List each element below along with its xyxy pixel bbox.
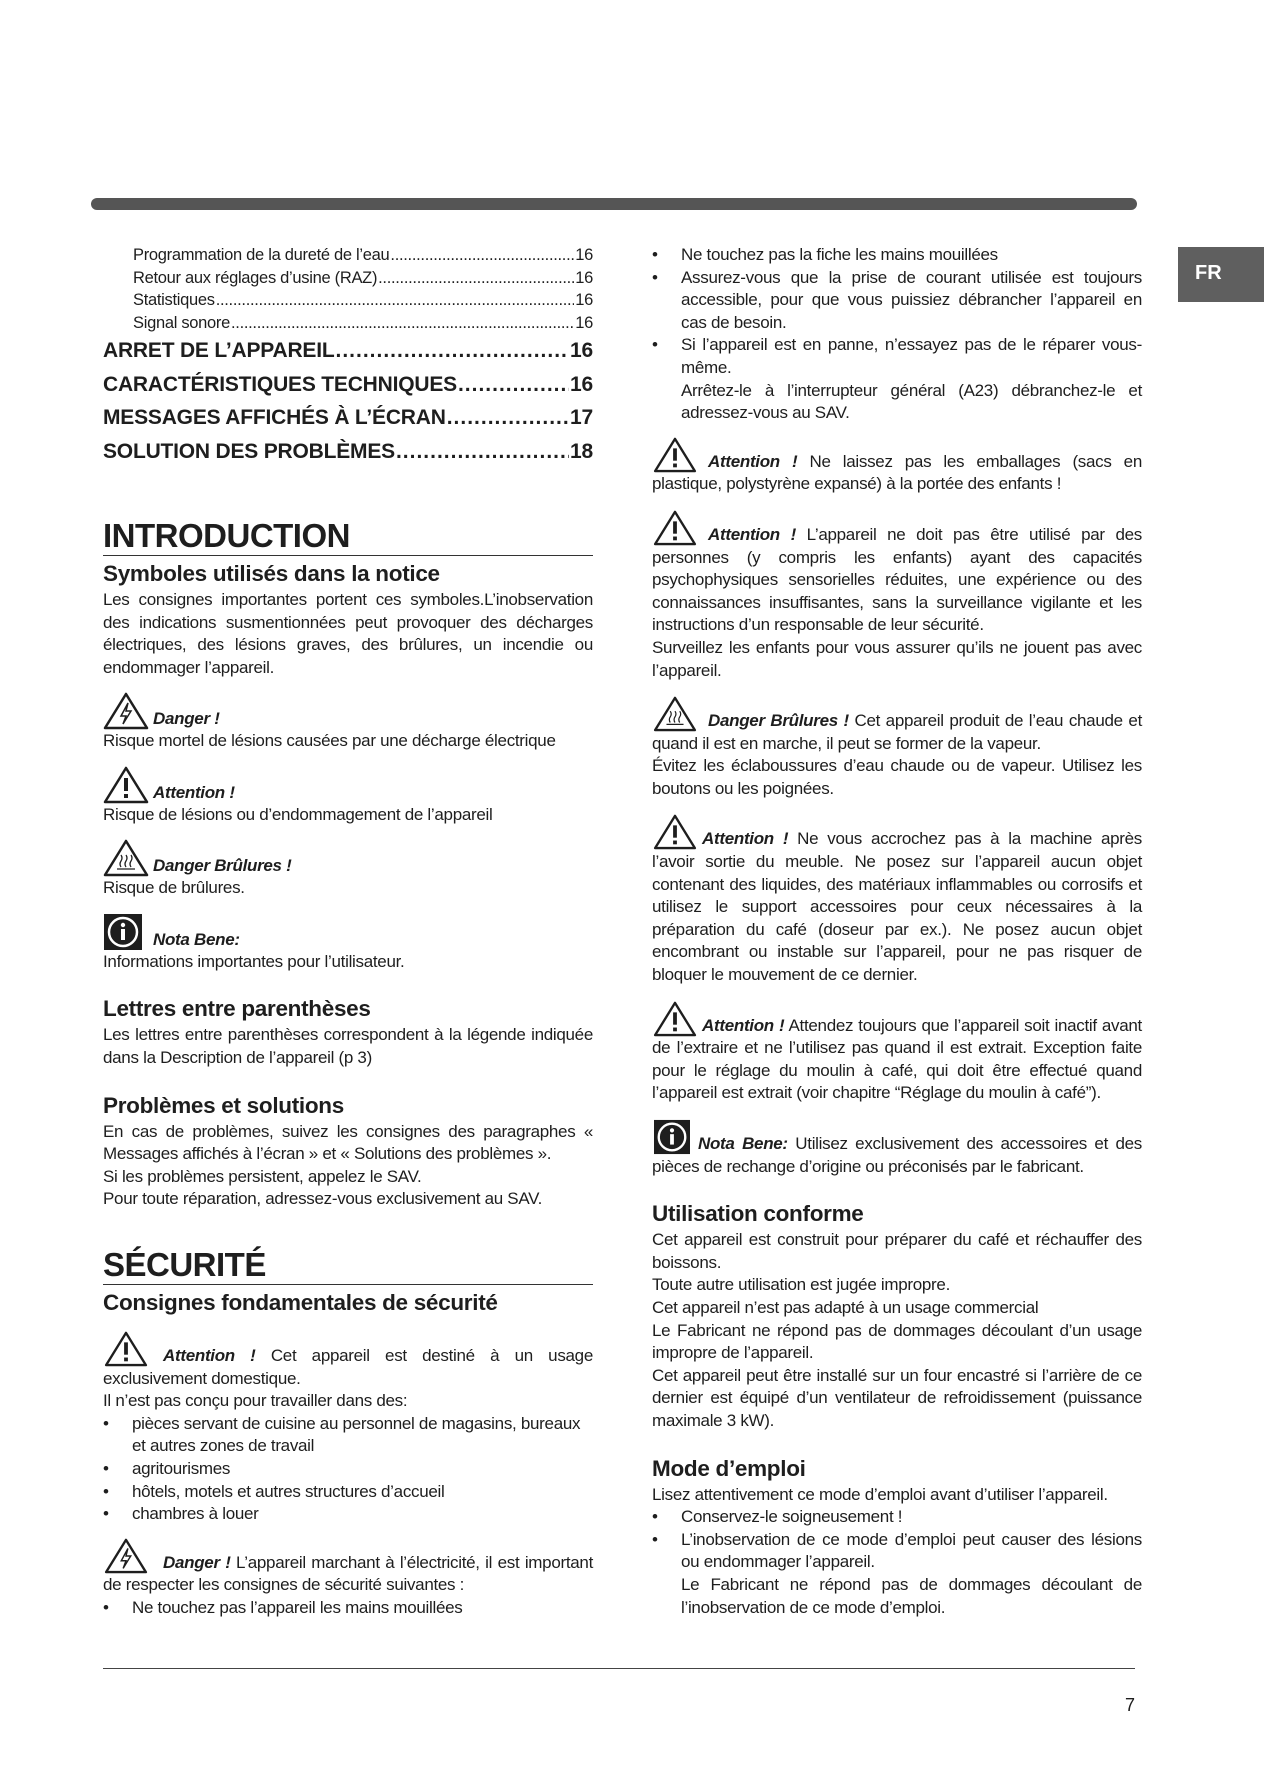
list-item: • Ne touchez pas la fiche les mains mouillées <box>652 244 1142 267</box>
attention-icon <box>652 814 698 850</box>
toc-sub-entry[interactable]: Statistiques ..... 16 <box>103 289 593 312</box>
danger-electric-icon <box>103 1538 149 1574</box>
electric-rules-list-continued <box>652 244 1142 425</box>
warning-danger-electric: Danger ! L’appareil marchant à l’électricité, il est important de respecter les consignes de sécurité suivantes : <box>103 1538 593 1597</box>
symboles-heading: Symboles utilisés dans la notice <box>103 561 440 586</box>
list-item: • L’inobservation de ce mode d’emploi peut causer des lésions ou endommager l’appareil. Le Fabricant ne répond pas de dommages découlant de l’inobservation de ce mode d’emploi. <box>652 1529 1142 1619</box>
utilisation-text: Cet appareil peut être installé sur un four encastré si l’arrière de ce dernier est équipé d’un ventilateur de refroidissement (puissance maximale 3 kW). <box>652 1365 1142 1430</box>
list-item: • Si l’appareil est en panne, n’essayez pas de le réparer vous-même. Arrêtez-le à l’interrupteur général (A23) débranchez-le et adressez-vous au SAV. <box>652 334 1142 424</box>
problemes-heading: Problèmes et solutions <box>103 1092 344 1118</box>
utilisation-heading: Utilisation conforme <box>652 1201 864 1227</box>
consignes-heading: Consignes fondamentales de sécurité <box>103 1289 498 1315</box>
symbol-attention: Attention ! <box>103 766 593 804</box>
info-icon <box>103 913 149 951</box>
attention-icon <box>652 1001 698 1037</box>
symbol-danger-desc: Risque mortel de lésions causées par une décharge électrique <box>103 731 556 751</box>
warning-children: Attention ! L’appareil ne doit pas être utilisé par des personnes (y compris les enfants) ayant des capacités psychophysiques sensorielles réduites, une expérience ou des connaissances insuffisantes, sans la surveillance vigilante et les instructions d’un responsable de leur sécurité. Surveillez les enfants pour vous assurer qu’ils ne jouent pas avec l’appareil. <box>652 510 1142 682</box>
lettres-heading: Lettres entre parenthèses <box>103 996 371 1022</box>
warning-machine: Attention ! Ne vous accrochez pas à la machine après l’avoir sortie du meuble. Ne posez sur l’appareil aucun objet contenant des liquides, des matériaux inflammables ou corrosifs et utilisez le support accessoires pour ceux nécessaires à la préparation du café (doseur par ex.). Ne posez aucun objet encombrant ou instable sur l’appareil, pour ne pas risquer de bloquer le mouvement de ce dernier. <box>652 814 1142 986</box>
warning-burn: Danger Brûlures ! Cet appareil produit de l’eau chaude et quand il est en marche, il peut se former de la vapeur. Évitez les éclaboussures d’eau chaude ou de vapeur. Utilisez les boutons ou les poignées. <box>652 696 1142 800</box>
warning-packaging: Attention ! Ne laissez pas les emballages (sacs en plastique, polystyrène expansé) à la portée des enfants ! <box>652 437 1142 496</box>
symbol-info-desc: Informations importantes pour l’utilisateur. <box>103 951 405 971</box>
note-accessories: Nota Bene: Utilisez exclusivement des accessoires et des pièces de rechange d’origine ou préconisés par le fabricant. <box>652 1119 1142 1178</box>
toc-main-entry[interactable]: ARRET DE L’APPAREIL ..... 16 <box>103 334 593 368</box>
attention-icon <box>103 766 149 804</box>
warning-attention-domestic: Attention ! Cet appareil est destiné à un usage exclusivement domestique. <box>103 1331 593 1390</box>
symbol-info: Nota Bene: <box>103 913 593 951</box>
list-item: • hôtels, motels et autres structures d’accueil <box>103 1481 593 1504</box>
symbol-burn: Danger Brûlures ! <box>103 839 593 877</box>
list-item: • chambres à louer <box>103 1503 593 1526</box>
problemes-text: En cas de problèmes, suivez les consignes des paragraphes « Messages affichés à l’écran » et « Solutions des problèmes ». <box>103 1121 593 1164</box>
attention-icon <box>103 1331 149 1367</box>
danger-electric-icon <box>103 692 149 730</box>
burn-danger-icon <box>103 839 149 877</box>
bottom-rule <box>103 1668 1135 1669</box>
introduction-heading: INTRODUCTION <box>103 518 593 556</box>
top-bar <box>91 198 1137 210</box>
list-item: • Conservez-le soigneusement ! <box>652 1506 1142 1529</box>
lettres-text: Les lettres entre parenthèses correspondent à la légende indiquée dans la Description de l’appareil (p 3) <box>103 1025 593 1067</box>
toc-sub-entry[interactable]: Programmation de la dureté de l’eau ..... 16 <box>103 244 593 267</box>
toc-main-list <box>103 334 593 468</box>
list-item: • Assurez-vous que la prise de courant utilisée est toujours accessible, pour que vous puissiez débrancher l’appareil en cas de besoin. <box>652 267 1142 335</box>
mode-emploi-heading: Mode d’emploi <box>652 1455 806 1481</box>
attention-icon <box>652 437 698 473</box>
not-designed-text: Il n’est pas conçu pour travailler dans des: <box>103 1391 408 1411</box>
utilisation-text: Cet appareil est construit pour préparer du café et réchauffer des boissons. <box>652 1230 1142 1272</box>
attention-icon <box>652 510 698 546</box>
problemes-text-2: Si les problèmes persistent, appelez le SAV. <box>103 1166 422 1186</box>
list-item: • agritourismes <box>103 1458 593 1481</box>
burn-danger-icon <box>652 696 698 732</box>
problemes-text-3: Pour toute réparation, adressez-vous exclusivement au SAV. <box>103 1189 543 1209</box>
page-number: 7 <box>1125 1695 1136 1715</box>
utilisation-text: Toute autre utilisation est jugée impropre. <box>652 1275 950 1295</box>
language-tab: FR <box>1178 247 1264 302</box>
info-icon <box>652 1119 692 1155</box>
toc-main-entry[interactable]: CARACTÉRISTIQUES TECHNIQUES ..... 16 <box>103 368 593 402</box>
mode-emploi-intro: Lisez attentivement ce mode d’emploi avant d’utiliser l’appareil. <box>652 1484 1108 1504</box>
list-item: • pièces servant de cuisine au personnel de magasins, bureaux et autres zones de travail <box>103 1413 593 1458</box>
left-column <box>103 244 593 1619</box>
toc-sub-list <box>103 244 593 334</box>
toc-sub-entry[interactable]: Signal sonore ..... 16 <box>103 312 593 335</box>
mode-emploi-list <box>652 1506 1142 1619</box>
symbol-attention-desc: Risque de lésions ou d’endommagement de l’appareil <box>103 804 493 824</box>
places-list <box>103 1413 593 1526</box>
electric-rules-list <box>103 1597 593 1620</box>
utilisation-text: Cet appareil n’est pas adapté à un usage commercial <box>652 1297 1039 1317</box>
toc-main-entry[interactable]: MESSAGES AFFICHÉS À L’ÉCRAN ..... 17 <box>103 401 593 435</box>
toc-sub-entry[interactable]: Retour aux réglages d’usine (RAZ) ..... 16 <box>103 267 593 290</box>
right-column <box>652 244 1142 1619</box>
symboles-text: Les consignes importantes portent ces symboles.L’inobservation des indications susmentionnées peut provoquer des décharges électriques, des lésions graves, des brûlures, un incendie ou endommager l’appareil. <box>103 590 593 677</box>
symbol-burn-desc: Risque de brûlures. <box>103 878 245 898</box>
warning-extraction: Attention ! Attendez toujours que l’appareil soit inactif avant de l’extraire et ne l’utilisez pas quand il est extrait. Exception faite pour le réglage du moulin à café, qui doit être effectué quand l’appareil est extrait (voir chapitre “Réglage du moulin à café”). <box>652 1001 1142 1105</box>
utilisation-text: Le Fabricant ne répond pas de dommages découlant d’un usage impropre de l’appareil. <box>652 1320 1142 1363</box>
symbol-danger: Danger ! <box>103 692 593 730</box>
toc-main-entry[interactable]: SOLUTION DES PROBLÈMES ..... 18 <box>103 435 593 469</box>
securite-heading: SÉCURITÉ <box>103 1247 593 1285</box>
list-item: • Ne touchez pas l’appareil les mains mouillées <box>103 1597 593 1620</box>
